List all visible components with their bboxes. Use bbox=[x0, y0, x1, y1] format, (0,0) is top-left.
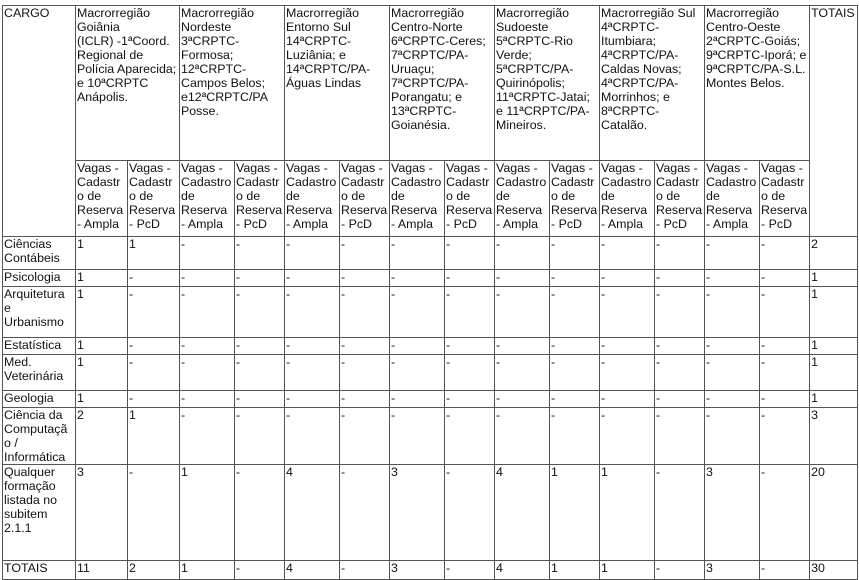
total-cell: 1 bbox=[810, 287, 858, 338]
value-cell: - bbox=[235, 338, 285, 355]
value-cell: - bbox=[705, 391, 760, 408]
value-cell: - bbox=[180, 237, 235, 270]
region-name: Macrorregião Centro-Oeste bbox=[706, 6, 781, 34]
value-cell: - bbox=[495, 408, 550, 465]
value-cell: - bbox=[445, 270, 495, 287]
value-cell: - bbox=[390, 270, 445, 287]
value-cell: - bbox=[600, 408, 655, 465]
value-cell: - bbox=[285, 338, 340, 355]
value-cell: 1 bbox=[600, 561, 655, 580]
value-cell: - bbox=[390, 391, 445, 408]
value-cell: - bbox=[550, 270, 600, 287]
table-row bbox=[3, 287, 858, 338]
region-header-sul bbox=[600, 6, 705, 161]
value-cell: - bbox=[128, 338, 180, 355]
value-cell: - bbox=[655, 391, 705, 408]
subheader-pcd: Vagas - Cadastro de Reserva - PcD bbox=[340, 160, 390, 236]
value-cell: - bbox=[600, 287, 655, 338]
value-cell: - bbox=[340, 270, 390, 287]
subheader-row bbox=[3, 160, 858, 236]
cargo-cell: Estatística bbox=[3, 338, 76, 355]
subheader-ampla: Vagas - Cadastro de Reserva - Ampla bbox=[600, 160, 655, 236]
value-cell: - bbox=[235, 287, 285, 338]
cargo-cell: Ciências Contábeis bbox=[3, 237, 76, 270]
total-cell: 1 bbox=[810, 270, 858, 287]
value-cell: - bbox=[705, 237, 760, 270]
subheader-pcd: Vagas - Cadastro de Reserva - PcD bbox=[655, 160, 705, 236]
value-cell: - bbox=[760, 391, 810, 408]
value-cell: - bbox=[235, 391, 285, 408]
total-cell: 2 bbox=[810, 237, 858, 270]
subheader-pcd: Vagas - Cadastro de Reserva - PcD bbox=[445, 160, 495, 236]
table-row bbox=[3, 355, 858, 391]
subheader-pcd: Vagas - Cadastro de Reserva - PcD bbox=[235, 160, 285, 236]
value-cell: - bbox=[445, 237, 495, 270]
value-cell: 1 bbox=[128, 408, 180, 465]
value-cell: - bbox=[600, 338, 655, 355]
value-cell: - bbox=[655, 287, 705, 338]
value-cell: - bbox=[760, 270, 810, 287]
value-cell: - bbox=[550, 408, 600, 465]
region-cities: 4ªCRPTC-Itumbiara; 4ªCRPTC/PA-Caldas Novas; 4ªCRPTC/PA-Morrinhos; e 8ªCRPTC-Catalão. bbox=[601, 20, 682, 132]
value-cell: - bbox=[445, 338, 495, 355]
value-cell: - bbox=[495, 237, 550, 270]
value-cell: - bbox=[285, 270, 340, 287]
value-cell: - bbox=[550, 338, 600, 355]
value-cell: - bbox=[705, 270, 760, 287]
table-row bbox=[3, 237, 858, 270]
value-cell: - bbox=[655, 338, 705, 355]
value-cell: - bbox=[180, 338, 235, 355]
value-cell: 1 bbox=[180, 465, 235, 561]
value-cell: - bbox=[600, 237, 655, 270]
region-cities: 3ªCRPTC-Formosa; 12ªCRPTC-Campos Belos; e12ªCRPTC/PA Posse. bbox=[181, 34, 268, 118]
value-cell: - bbox=[760, 355, 810, 391]
value-cell: - bbox=[760, 465, 810, 561]
value-cell: - bbox=[655, 270, 705, 287]
value-cell: - bbox=[705, 287, 760, 338]
value-cell: - bbox=[600, 270, 655, 287]
region-header-sudoeste bbox=[495, 6, 600, 161]
table-row bbox=[3, 270, 858, 287]
table-row bbox=[3, 338, 858, 355]
region-header-goiania bbox=[76, 6, 180, 161]
value-cell: - bbox=[550, 355, 600, 391]
region-name: Macrorregião Entorno Sul bbox=[286, 6, 360, 34]
value-cell: - bbox=[340, 355, 390, 391]
value-cell: 3 bbox=[390, 561, 445, 580]
subheader-pcd: Vagas - Cadastro de Reserva - PcD bbox=[128, 160, 180, 236]
subheader-ampla: Vagas - Cadastro de Reserva - Ampla bbox=[495, 160, 550, 236]
value-cell: 3 bbox=[705, 465, 760, 561]
value-cell: - bbox=[390, 237, 445, 270]
value-cell: - bbox=[128, 391, 180, 408]
value-cell: - bbox=[705, 408, 760, 465]
value-cell: - bbox=[445, 287, 495, 338]
cargo-header: CARGO bbox=[3, 6, 76, 237]
value-cell: - bbox=[655, 465, 705, 561]
value-cell: - bbox=[760, 338, 810, 355]
value-cell: - bbox=[128, 465, 180, 561]
value-cell: 2 bbox=[128, 561, 180, 580]
value-cell: 3 bbox=[390, 465, 445, 561]
region-cities: 5ªCRPTC-Rio Verde; 5ªCRPTC/PA-Quirinópolis; 11ªCRPTC-Jatai; e 11ªCRPTC/PA-Mineiros. bbox=[496, 34, 590, 132]
value-cell: 3 bbox=[76, 465, 128, 561]
region-name: Macrorregião Nordeste bbox=[181, 6, 255, 34]
total-cell: 1 bbox=[810, 338, 858, 355]
total-cell: 20 bbox=[810, 465, 858, 561]
value-cell: - bbox=[390, 287, 445, 338]
value-cell: 11 bbox=[76, 561, 128, 580]
value-cell: 1 bbox=[550, 561, 600, 580]
region-header-centro-oeste bbox=[705, 6, 810, 161]
region-cities: 2ªCRPTC-Goiás; 9ªCRPTC-Iporá; e 9ªCRPTC/PA-S.L. Montes Belos. bbox=[706, 34, 807, 90]
value-cell: - bbox=[128, 270, 180, 287]
value-cell: - bbox=[550, 391, 600, 408]
value-cell: 1 bbox=[76, 355, 128, 391]
value-cell: - bbox=[285, 355, 340, 391]
value-cell: 1 bbox=[600, 465, 655, 561]
value-cell: - bbox=[760, 237, 810, 270]
cargo-cell: Ciência da Computação / Informática bbox=[3, 408, 76, 465]
value-cell: - bbox=[285, 408, 340, 465]
subheader-pcd: Vagas - Cadastro de Reserva - PcD bbox=[550, 160, 600, 236]
value-cell: - bbox=[495, 391, 550, 408]
subheader-ampla: Vagas - Cadastro de Reserva - Ampla bbox=[76, 160, 128, 236]
value-cell: 1 bbox=[76, 391, 128, 408]
value-cell: - bbox=[340, 338, 390, 355]
totais-header: TOTAIS bbox=[810, 6, 858, 237]
value-cell: - bbox=[495, 338, 550, 355]
value-cell: - bbox=[235, 270, 285, 287]
value-cell: 1 bbox=[128, 237, 180, 270]
value-cell: - bbox=[445, 391, 495, 408]
subheader-ampla: Vagas - Cadastro de Reserva - Ampla bbox=[180, 160, 235, 236]
total-cell: 1 bbox=[810, 391, 858, 408]
value-cell: 3 bbox=[705, 561, 760, 580]
value-cell: - bbox=[550, 237, 600, 270]
value-cell: 4 bbox=[285, 561, 340, 580]
table-row bbox=[3, 391, 858, 408]
value-cell: - bbox=[180, 270, 235, 287]
value-cell: - bbox=[340, 237, 390, 270]
cargo-cell: Geologia bbox=[3, 391, 76, 408]
value-cell: - bbox=[445, 408, 495, 465]
value-cell: - bbox=[340, 287, 390, 338]
value-cell: - bbox=[600, 391, 655, 408]
cargo-cell: Qualquer formação listada no subitem 2.1.1 bbox=[3, 465, 76, 561]
value-cell: - bbox=[235, 237, 285, 270]
total-cell: 1 bbox=[810, 355, 858, 391]
value-cell: - bbox=[495, 355, 550, 391]
region-cities: 14ªCRPTC-Luziânia; e 14ªCRPTC/PA-Águas Lindas bbox=[286, 34, 371, 90]
value-cell: 4 bbox=[285, 465, 340, 561]
table-row bbox=[3, 465, 858, 561]
cargo-cell: Med. Veterinária bbox=[3, 355, 76, 391]
table-body bbox=[3, 6, 858, 580]
region-name: Macrorregião Sudoeste bbox=[496, 6, 570, 34]
value-cell: - bbox=[390, 408, 445, 465]
value-cell: - bbox=[495, 287, 550, 338]
region-name: Macrorregião Centro-Norte bbox=[391, 6, 465, 34]
value-cell: 1 bbox=[76, 287, 128, 338]
value-cell: - bbox=[180, 391, 235, 408]
value-cell: - bbox=[340, 391, 390, 408]
value-cell: - bbox=[235, 561, 285, 580]
value-cell: - bbox=[285, 237, 340, 270]
region-header-entorno-sul bbox=[285, 6, 390, 161]
value-cell: - bbox=[390, 355, 445, 391]
value-cell: 1 bbox=[76, 338, 128, 355]
value-cell: 4 bbox=[495, 465, 550, 561]
value-cell: - bbox=[180, 355, 235, 391]
value-cell: - bbox=[180, 287, 235, 338]
value-cell: - bbox=[760, 561, 810, 580]
value-cell: 2 bbox=[76, 408, 128, 465]
value-cell: - bbox=[340, 561, 390, 580]
value-cell: - bbox=[390, 338, 445, 355]
value-cell: - bbox=[655, 561, 705, 580]
subheader-pcd: Vagas - Cadastro de Reserva - PcD bbox=[760, 160, 810, 236]
value-cell: - bbox=[655, 237, 705, 270]
value-cell: - bbox=[445, 465, 495, 561]
value-cell: - bbox=[600, 355, 655, 391]
value-cell: 1 bbox=[550, 465, 600, 561]
value-cell: - bbox=[655, 408, 705, 465]
value-cell: - bbox=[340, 465, 390, 561]
value-cell: - bbox=[495, 270, 550, 287]
value-cell: 4 bbox=[495, 561, 550, 580]
value-cell: - bbox=[705, 355, 760, 391]
cargo-cell: TOTAIS bbox=[3, 561, 76, 580]
total-cell: 3 bbox=[810, 408, 858, 465]
value-cell: - bbox=[655, 355, 705, 391]
cargo-cell: Arquitetura e Urbanismo bbox=[3, 287, 76, 338]
region-cities: 6ªCRPTC-Ceres; 7ªCRPTC/PA-Uruaçu; 7ªCRPTC/PA-Porangatu; e 13ªCRPTC-Goianésia. bbox=[391, 34, 486, 132]
value-cell: - bbox=[705, 338, 760, 355]
value-cell: - bbox=[285, 287, 340, 338]
value-cell: - bbox=[445, 355, 495, 391]
value-cell: - bbox=[128, 355, 180, 391]
value-cell: - bbox=[235, 355, 285, 391]
value-cell: - bbox=[760, 287, 810, 338]
subheader-ampla: Vagas - Cadastro de Reserva - Ampla bbox=[705, 160, 760, 236]
total-cell: 30 bbox=[810, 561, 858, 580]
value-cell: - bbox=[550, 287, 600, 338]
table-row bbox=[3, 408, 858, 465]
value-cell: - bbox=[180, 408, 235, 465]
value-cell: - bbox=[285, 391, 340, 408]
header-row bbox=[3, 6, 858, 161]
value-cell: - bbox=[128, 287, 180, 338]
region-header-nordeste bbox=[180, 6, 285, 161]
region-name: Macrorregião Sul bbox=[601, 6, 696, 20]
region-cities: (ICLR) -1ªCoord. Regional de Polícia Aparecida; e 10ªCRPTC Anápolis. bbox=[77, 34, 177, 104]
subheader-ampla: Vagas - Cadastro de Reserva - Ampla bbox=[390, 160, 445, 236]
value-cell: 1 bbox=[76, 270, 128, 287]
value-cell: - bbox=[760, 408, 810, 465]
value-cell: - bbox=[445, 561, 495, 580]
value-cell: 1 bbox=[76, 237, 128, 270]
subheader-ampla: Vagas - Cadastro de Reserva - Ampla bbox=[285, 160, 340, 236]
region-header-centro-norte bbox=[390, 6, 495, 161]
table-row bbox=[3, 561, 858, 580]
vacancy-table bbox=[2, 5, 858, 580]
region-name: Macrorregião Goiânia bbox=[77, 6, 150, 34]
value-cell: - bbox=[235, 408, 285, 465]
value-cell: 1 bbox=[180, 561, 235, 580]
value-cell: - bbox=[235, 465, 285, 561]
cargo-cell: Psicologia bbox=[3, 270, 76, 287]
value-cell: - bbox=[340, 408, 390, 465]
